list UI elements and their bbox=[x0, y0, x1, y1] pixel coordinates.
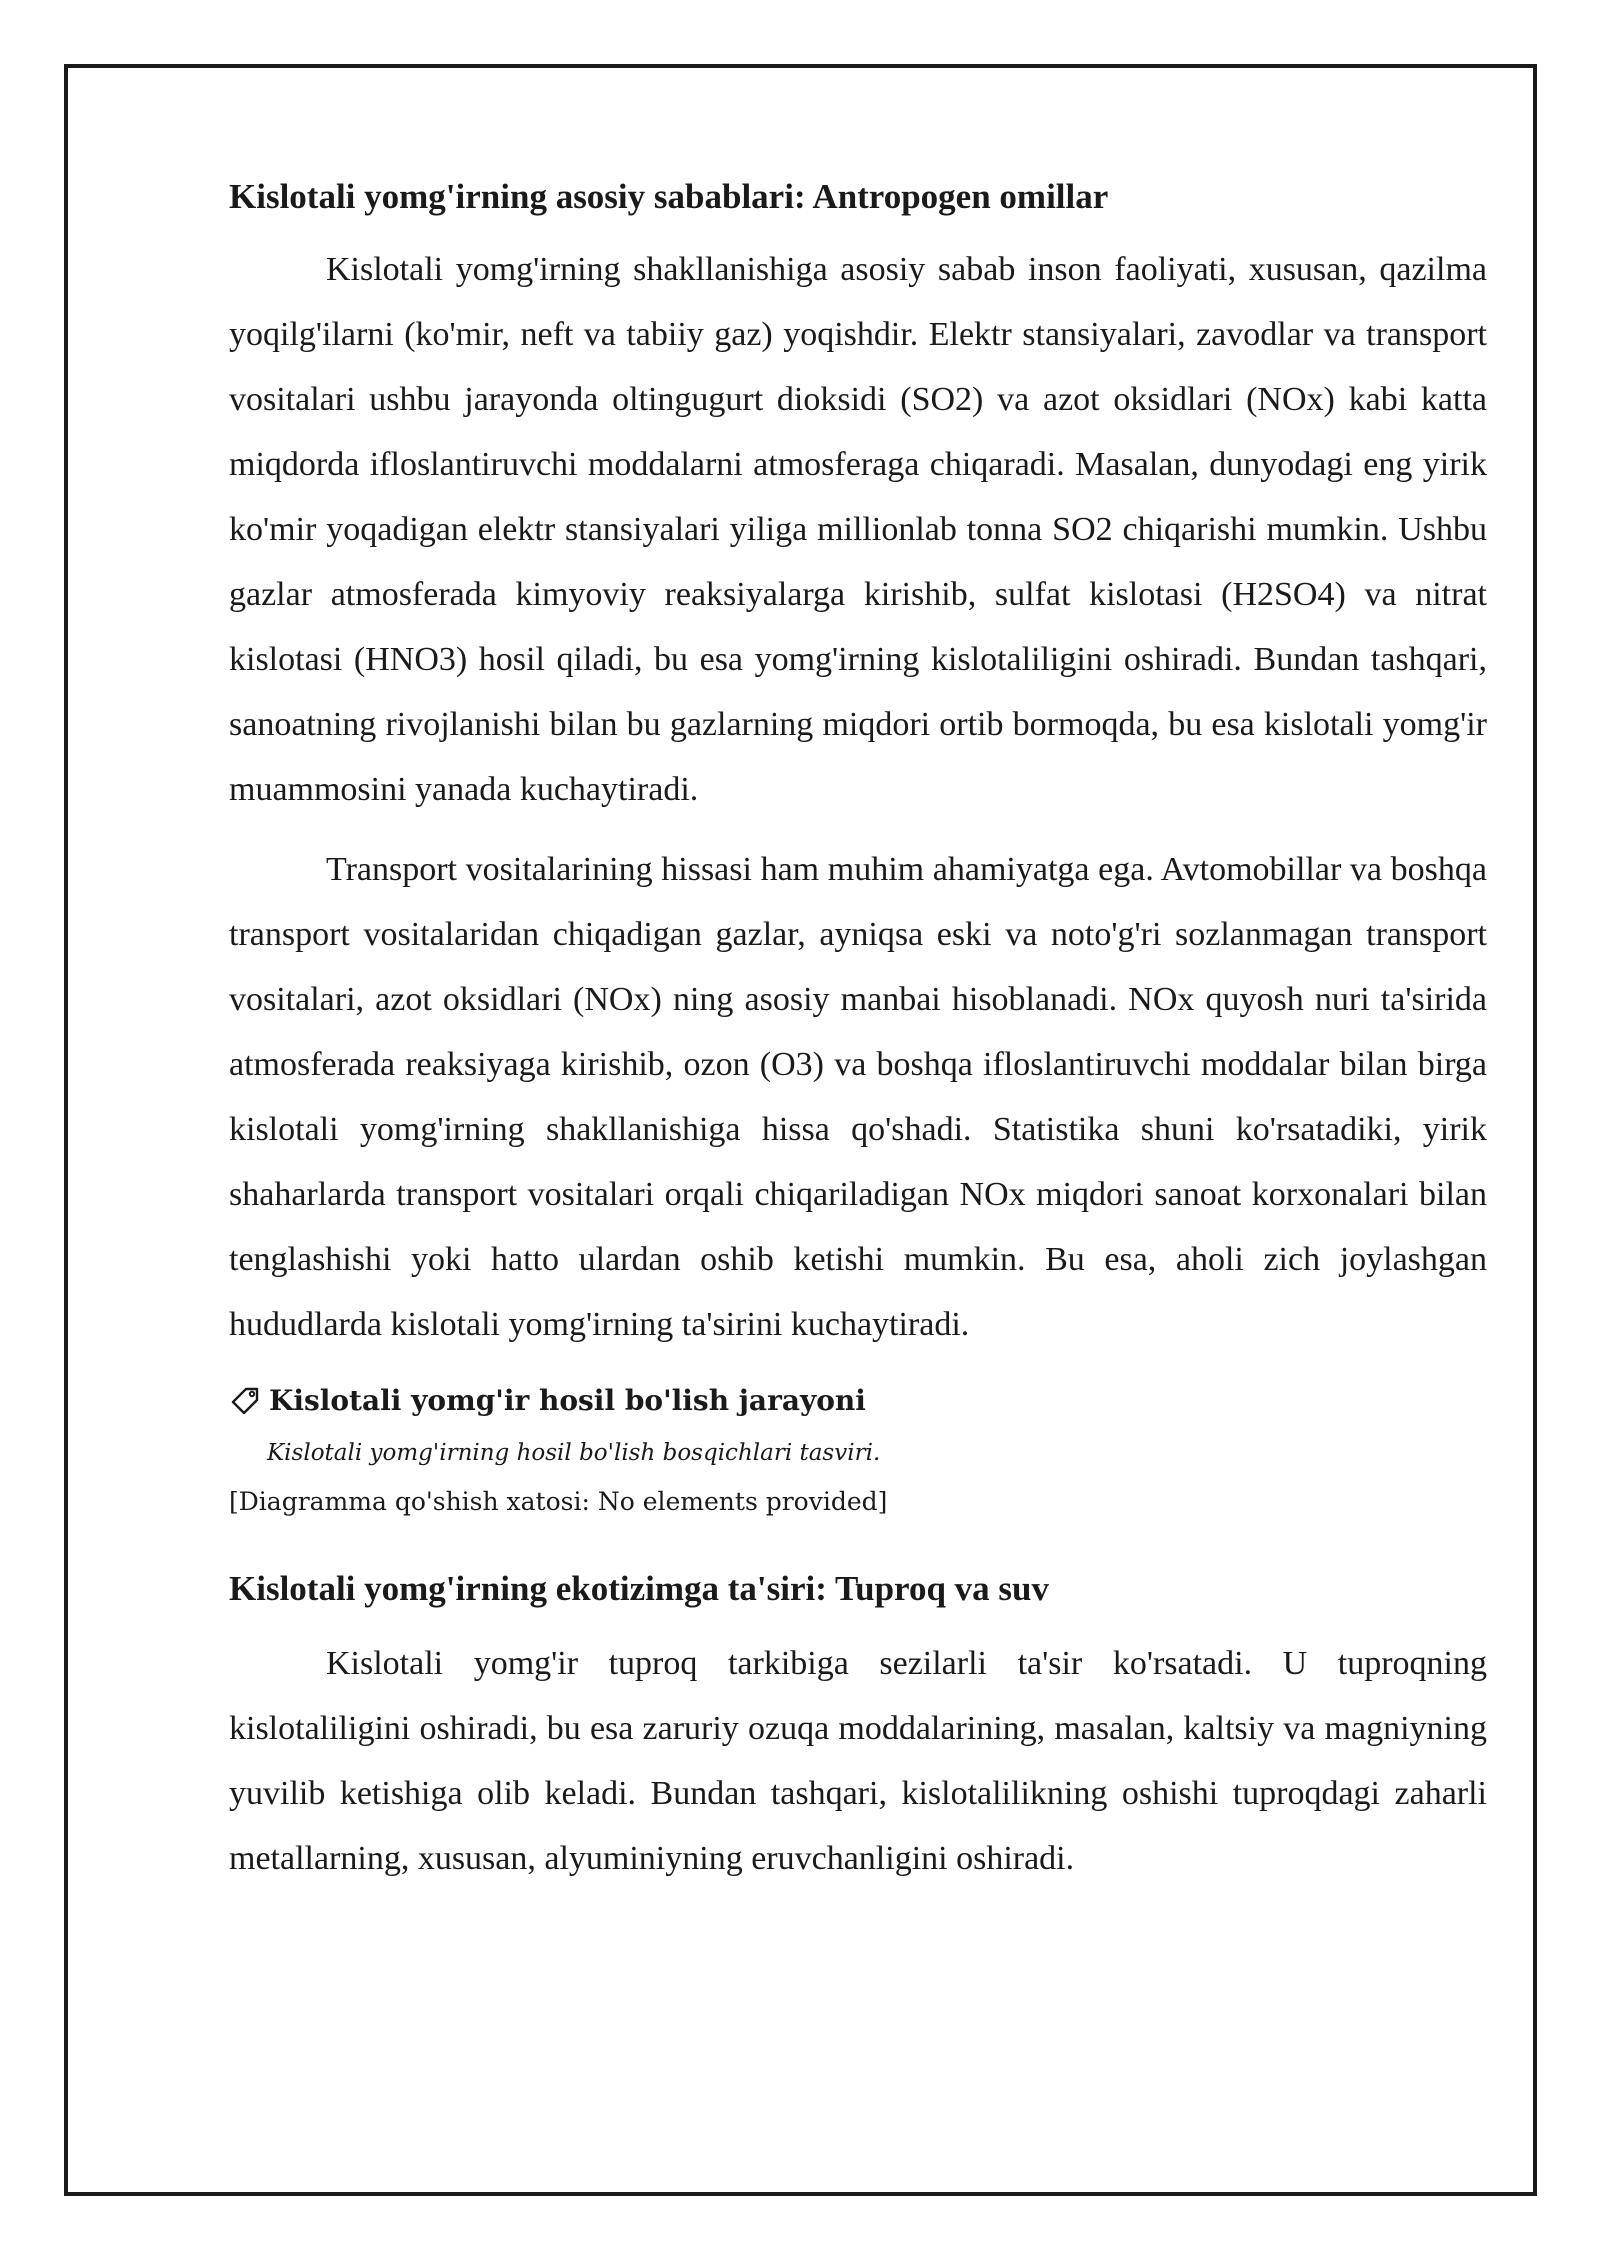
section-heading-ecosystem: Kislotali yomg'irning ekotizimga ta'siri: Tuproq va suv bbox=[229, 1569, 1050, 1608]
tag-icon bbox=[229, 1385, 261, 1417]
paragraph: Transport vositalarining hissasi ham muhim ahamiyatga ega. Avtomobillar va boshqa transport vositalaridan chiqadigan gazlar, ayniqsa eski va noto'g'ri sozlanmagan transport vositalari, azot oksidlari (NOx) ning asosiy manbai hisoblanadi. NOx quyosh nuri ta'sirida atmosferada reaksiyaga kirishib, ozon (O3) va boshqa ifloslantiruvchi moddalar bilan birga kislotali yomg'irning shakllanishiga hissa qo'shadi. Statistika shuni ko'rsatadiki, yirik shaharlarda transport vositalari orqali chiqariladigan NOx miqdori sanoat korxonalari bilan tenglashishi yoki hatto ulardan oshib ketishi mumkin. Bu esa, aholi zich joylashgan hududlarda kislotali yomg'irning ta'sirini kuchaytiradi. bbox=[229, 851, 1487, 1343]
figure-caption: Kislotali yomg'irning hosil bo'lish bosqichlari tasviri. bbox=[267, 1440, 881, 1466]
figure-block bbox=[229, 1379, 1487, 1523]
figure-title: Kislotali yomg'ir hosil bo'lish jarayoni bbox=[269, 1384, 866, 1417]
figure-error-message: [Diagramma qo'shish xatosi: No elements provided] bbox=[229, 1487, 888, 1516]
figure-title-row bbox=[229, 1379, 1487, 1423]
paragraph: Kislotali yomg'irning shakllanishiga asosiy sabab inson faoliyati, xususan, qazilma yoqilg'ilarni (ko'mir, neft va tabiiy gaz) yoqishdir. Elektr stansiyalari, zavodlar va transport vositalari ushbu jarayonda oltingugurt dioksidi (SO2) va azot oksidlari (NOx) kabi katta miqdorda ifloslantiruvchi moddalarni atmosferaga chiqaradi. Masalan, dunyodagi eng yirik ko'mir yoqadigan elektr stansiyalari yiliga millionlab tonna SO2 chiqarishi mumkin. Ushbu gazlar atmosferada kimyoviy reaksiyalarga kirishib, sulfat kislotasi (H2SO4) va nitrat kislotasi (HNO3) hosil qiladi, bu esa yomg'irning kislotaliligini oshiradi. Bundan tashqari, sanoatning rivojlanishi bilan bu gazlarning miqdori ortib bormoqda, bu esa kislotali yomg'ir muammosini yanada kuchaytiradi. bbox=[229, 251, 1487, 808]
paragraph: Kislotali yomg'ir tuproq tarkibiga sezilarli ta'sir ko'rsatadi. U tuproqning kislotaliligini oshiradi, bu esa zaruriy ozuqa moddalarining, masalan, kaltsiy va magniyning yuvilib ketishiga olib keladi. Bundan tashqari, kislotalilikning oshishi tuproqdagi zaharli metallarning, xususan, alyuminiyning eruvchanligini oshiradi. bbox=[229, 1645, 1487, 1877]
section-heading-causes: Kislotali yomg'irning asosiy sabablari: Antropogen omillar bbox=[229, 177, 1109, 216]
document-body bbox=[229, 165, 1487, 1906]
